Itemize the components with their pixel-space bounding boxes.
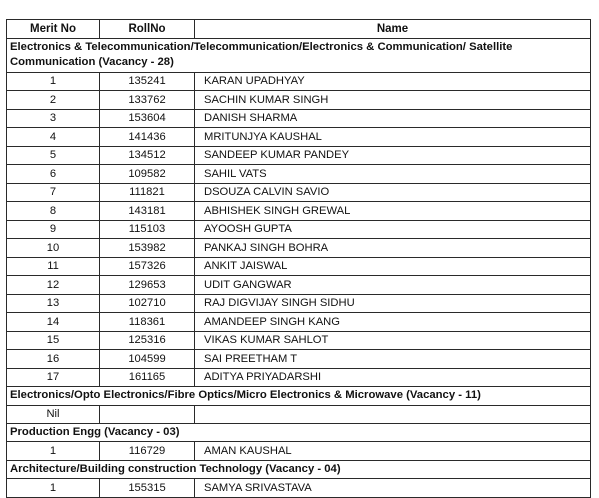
roll-no-cell: 153982 <box>100 239 195 258</box>
header-row <box>7 20 591 39</box>
roll-no-cell: 111821 <box>100 183 195 202</box>
table-row <box>7 294 591 313</box>
table-row <box>7 350 591 369</box>
merit-list-document <box>6 19 590 498</box>
name-cell: VIKAS KUMAR SAHLOT <box>195 331 591 350</box>
section-heading-electronics-telecommunication <box>7 38 591 72</box>
section-heading-electronics-opto <box>7 387 591 406</box>
merit-no-cell: 17 <box>7 368 100 387</box>
merit-no-cell: 1 <box>7 72 100 91</box>
merit-no-cell: 8 <box>7 202 100 221</box>
section-title: Electronics/Opto Electronics/Fibre Optics/Micro Electronics & Microwave (Vacancy - 11) <box>7 387 591 406</box>
name-cell: UDIT GANGWAR <box>195 276 591 295</box>
table-row <box>7 442 591 461</box>
name-cell: AMANDEEP SINGH KANG <box>195 313 591 332</box>
name-cell: SACHIN KUMAR SINGH <box>195 91 591 110</box>
roll-no-cell: 135241 <box>100 72 195 91</box>
roll-no-cell <box>100 405 195 423</box>
table-row <box>7 220 591 239</box>
merit-no-cell: 4 <box>7 128 100 147</box>
table-row <box>7 202 591 221</box>
table-row <box>7 405 591 423</box>
roll-no-cell: 161165 <box>100 368 195 387</box>
table-row <box>7 91 591 110</box>
roll-no-cell: 155315 <box>100 479 195 498</box>
roll-no-cell: 118361 <box>100 313 195 332</box>
name-cell: SANDEEP KUMAR PANDEY <box>195 146 591 165</box>
roll-no-cell: 104599 <box>100 350 195 369</box>
section-title: Production Engg (Vacancy - 03) <box>7 423 591 442</box>
name-cell <box>195 405 591 423</box>
table-row <box>7 368 591 387</box>
name-cell: DSOUZA CALVIN SAVIO <box>195 183 591 202</box>
section-heading-architecture <box>7 460 591 479</box>
name-cell: AYOOSH GUPTA <box>195 220 591 239</box>
name-cell: ADITYA PRIYADARSHI <box>195 368 591 387</box>
name-cell: SAI PREETHAM T <box>195 350 591 369</box>
merit-no-cell: 3 <box>7 109 100 128</box>
roll-no-cell: 141436 <box>100 128 195 147</box>
roll-no-cell: 134512 <box>100 146 195 165</box>
merit-no-cell: 2 <box>7 91 100 110</box>
merit-no-cell: 15 <box>7 331 100 350</box>
name-header: Name <box>195 20 591 39</box>
roll-no-cell: 133762 <box>100 91 195 110</box>
name-cell: SAMYA SRIVASTAVA <box>195 479 591 498</box>
section-heading-production-engg <box>7 423 591 442</box>
roll-no-cell: 157326 <box>100 257 195 276</box>
merit-no-cell: 7 <box>7 183 100 202</box>
merit-no-cell: 5 <box>7 146 100 165</box>
name-cell: SAHIL VATS <box>195 165 591 184</box>
merit-no-header: Merit No <box>7 20 100 39</box>
name-cell: PANKAJ SINGH BOHRA <box>195 239 591 258</box>
merit-no-cell: 12 <box>7 276 100 295</box>
table-row <box>7 128 591 147</box>
roll-no-cell: 115103 <box>100 220 195 239</box>
merit-no-cell: 6 <box>7 165 100 184</box>
table-row <box>7 257 591 276</box>
merit-no-cell: 14 <box>7 313 100 332</box>
section-title: Architecture/Building construction Technology (Vacancy - 04) <box>7 460 591 479</box>
roll-no-cell: 143181 <box>100 202 195 221</box>
table-row <box>7 183 591 202</box>
name-cell: MRITUNJYA KAUSHAL <box>195 128 591 147</box>
table-row <box>7 276 591 295</box>
name-cell: DANISH SHARMA <box>195 109 591 128</box>
merit-list-table <box>6 19 591 498</box>
name-cell: AMAN KAUSHAL <box>195 442 591 461</box>
name-cell: RAJ DIGVIJAY SINGH SIDHU <box>195 294 591 313</box>
table-row <box>7 146 591 165</box>
name-cell: KARAN UPADHYAY <box>195 72 591 91</box>
name-cell: ABHISHEK SINGH GREWAL <box>195 202 591 221</box>
roll-no-cell: 129653 <box>100 276 195 295</box>
roll-no-cell: 125316 <box>100 331 195 350</box>
roll-no-cell: 116729 <box>100 442 195 461</box>
table-row <box>7 165 591 184</box>
merit-no-cell: 10 <box>7 239 100 258</box>
name-cell: ANKIT JAISWAL <box>195 257 591 276</box>
merit-no-cell: 13 <box>7 294 100 313</box>
table-row <box>7 313 591 332</box>
roll-no-cell: 102710 <box>100 294 195 313</box>
roll-no-cell: 109582 <box>100 165 195 184</box>
table-row <box>7 72 591 91</box>
table-row <box>7 109 591 128</box>
roll-no-cell: 153604 <box>100 109 195 128</box>
merit-no-cell: Nil <box>7 405 100 423</box>
merit-no-cell: 16 <box>7 350 100 369</box>
merit-no-cell: 9 <box>7 220 100 239</box>
merit-no-cell: 1 <box>7 479 100 498</box>
table-row <box>7 331 591 350</box>
section-title: Electronics & Telecommunication/Telecommunication/Electronics & Communication/ Satellite Communication (Vacancy - 28) <box>7 38 591 72</box>
merit-no-cell: 11 <box>7 257 100 276</box>
table-row <box>7 239 591 258</box>
merit-no-cell: 1 <box>7 442 100 461</box>
roll-no-header: RollNo <box>100 20 195 39</box>
